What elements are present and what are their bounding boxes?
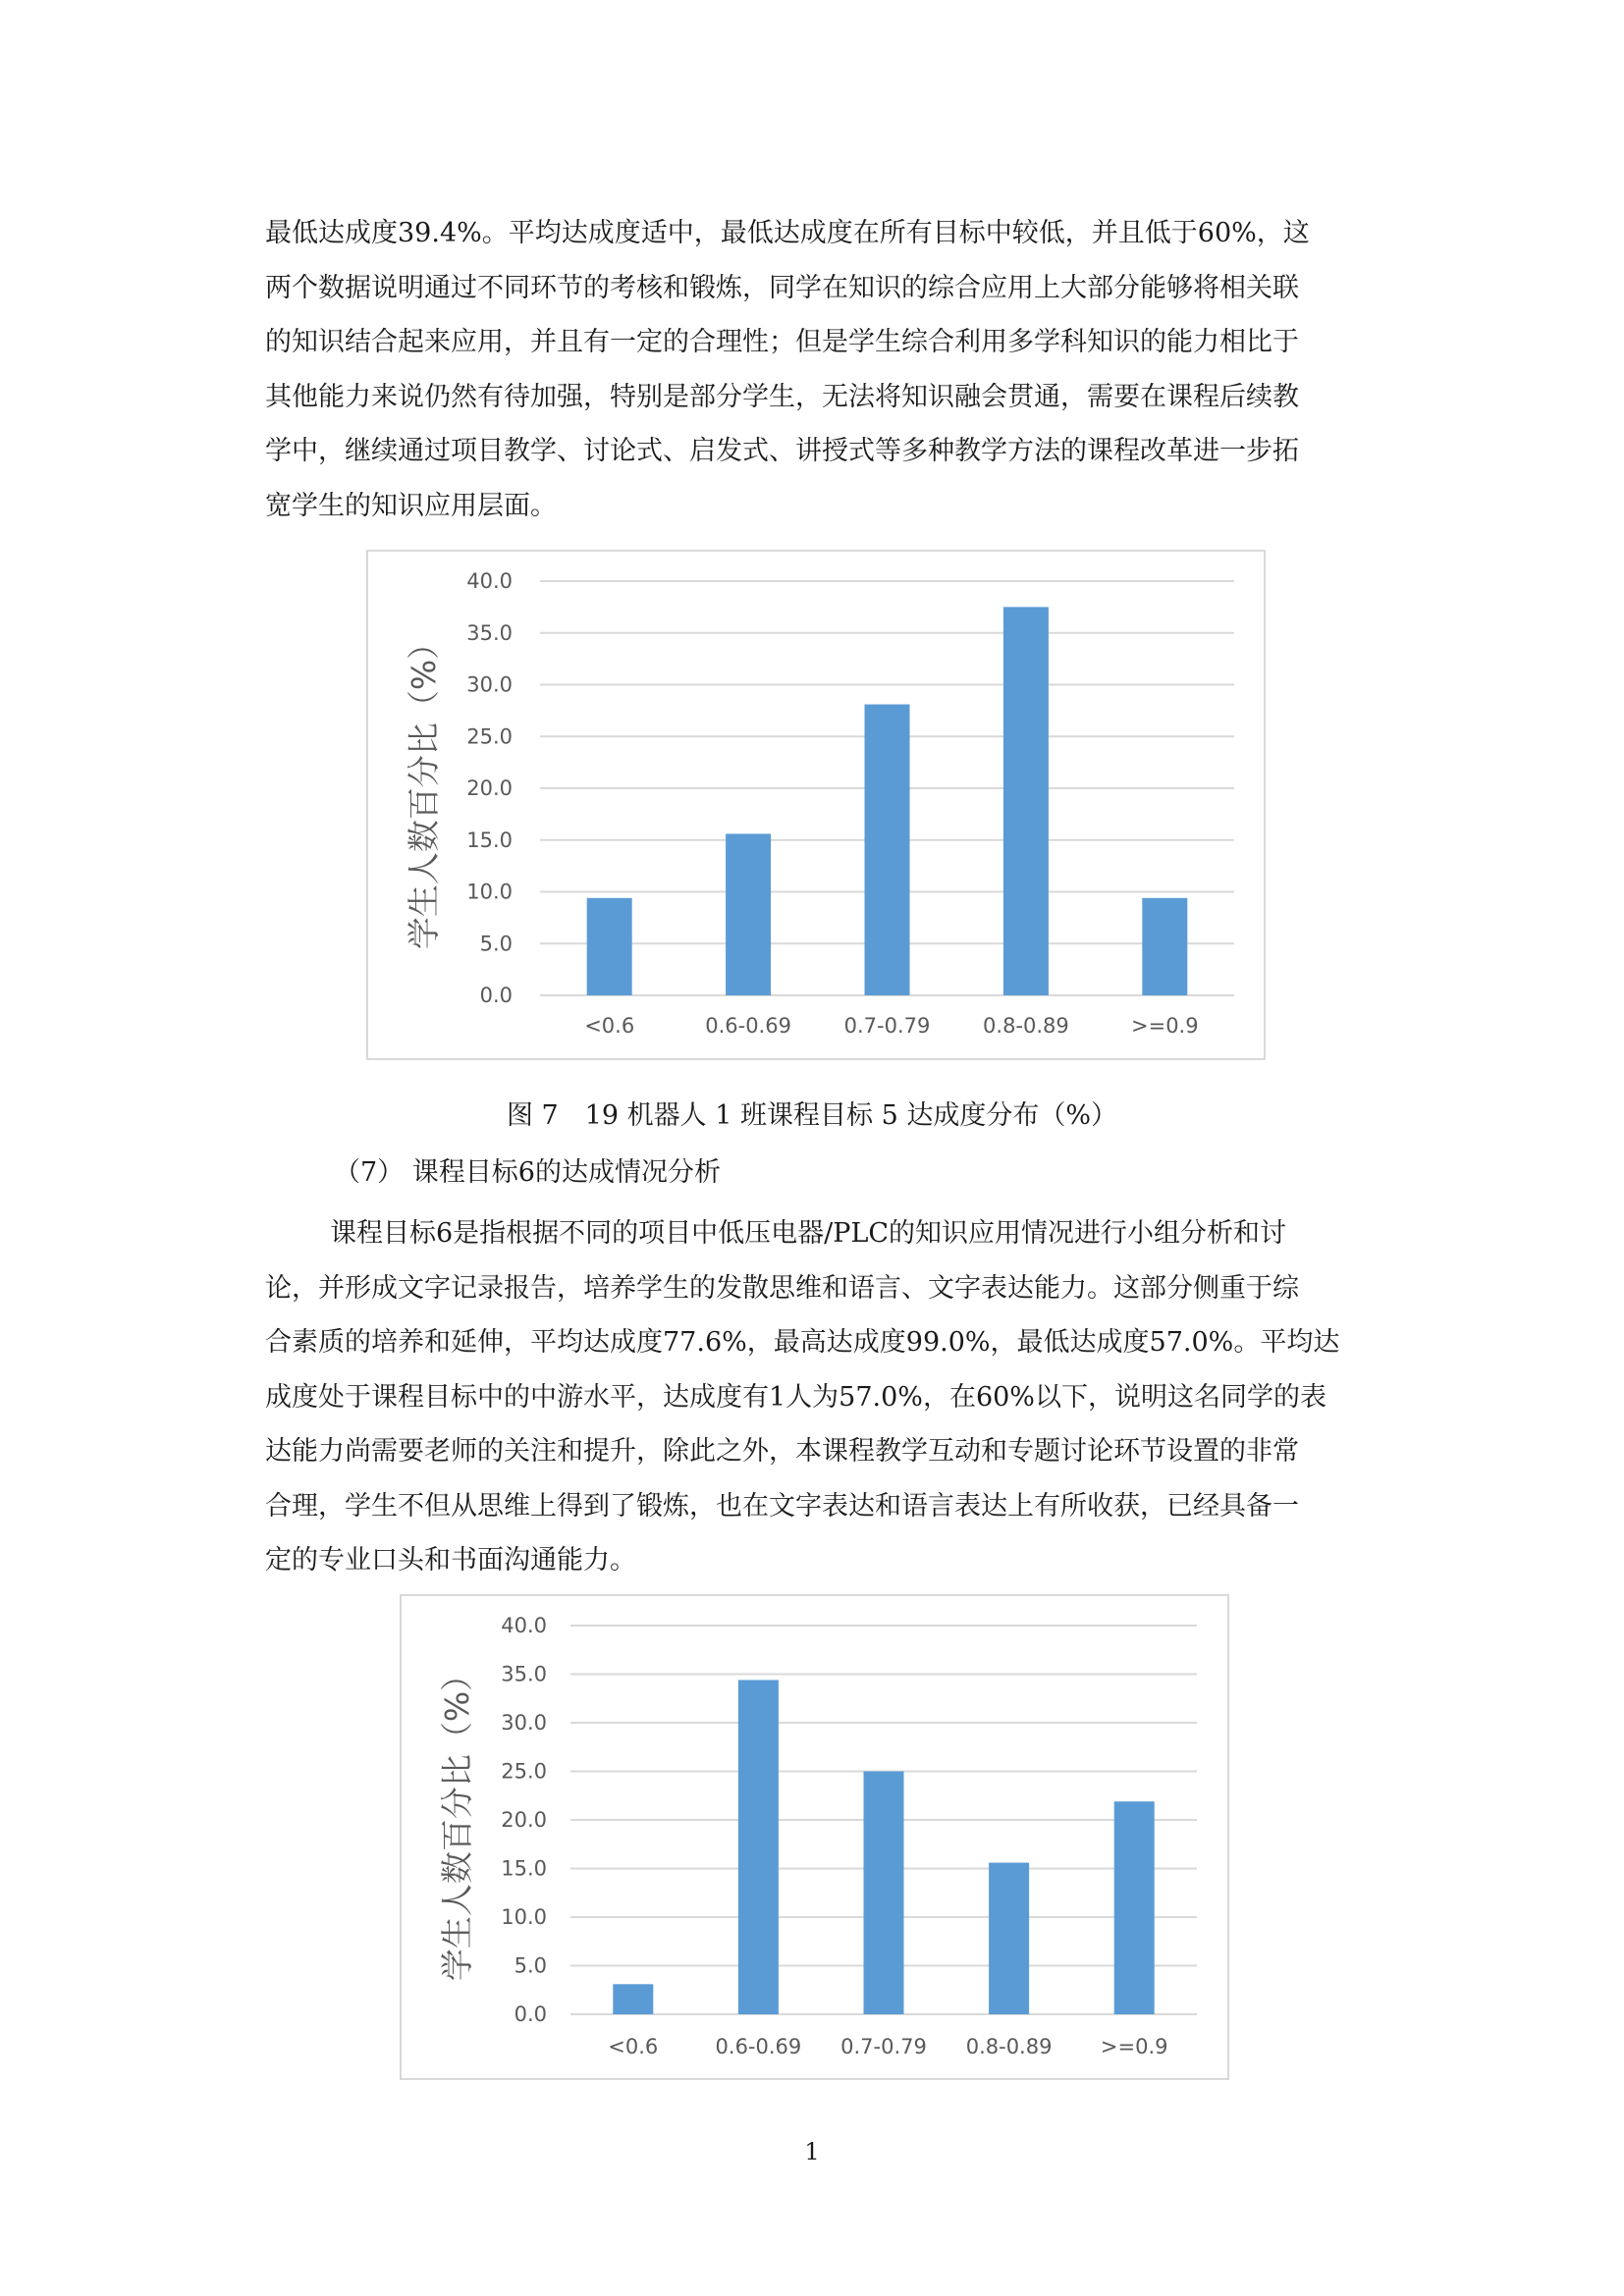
y-tick-label: 10.0 [466, 880, 513, 904]
paragraph-line: 其他能力来说仍然有待加强，特别是部分学生，无法将知识融会贯通，需要在课程后续教 [265, 381, 1299, 412]
paragraph-line: 学中，继续通过项目教学、讨论式、启发式、讲授式等多种教学方法的课程改革进一步拓 [265, 436, 1299, 466]
paragraph-2 [265, 1206, 1382, 1588]
paragraph-line: 课程目标6是指根据不同的项目中低压电器/PLC的知识应用情况进行小组分析和讨 [330, 1218, 1287, 1249]
y-tick-label: 35.0 [466, 620, 513, 645]
x-tick-label: >=0.9 [1100, 2035, 1168, 2058]
bar [989, 1863, 1029, 2014]
y-axis-label: 学生人数百分比（%） [405, 626, 443, 950]
y-tick-label: 40.0 [466, 569, 513, 593]
x-tick-label: <0.6 [608, 2035, 659, 2058]
x-tick-label: <0.6 [584, 1014, 635, 1038]
bar [865, 705, 910, 995]
figure-8-chart [400, 1594, 1229, 2080]
paragraph-line: 论，并形成文字记录报告，培养学生的发散思维和语言、文字表达能力。这部分侧重于综 [265, 1272, 1299, 1304]
x-tick-label: 0.6-0.69 [715, 2035, 802, 2058]
paragraph-line: 宽学生的知识应用层面。 [265, 490, 557, 521]
paragraph-line: 成度处于课程目标中的中游水平，达成度有1人为57.0%，在60%以下，说明这名同学的表 [265, 1381, 1326, 1413]
x-tick-label: 0.6-0.69 [705, 1014, 791, 1038]
bar [613, 1984, 653, 2014]
x-tick-label: 0.8-0.89 [983, 1014, 1069, 1038]
y-tick-label: 25.0 [501, 1759, 547, 1784]
y-tick-label: 40.0 [501, 1614, 547, 1637]
paragraph-line: 最低达成度39.4%。平均达成度适中，最低达成度在所有目标中较低，并且低于60%，这 [265, 218, 1310, 248]
y-tick-label: 30.0 [501, 1711, 547, 1735]
bar [1142, 898, 1187, 995]
paragraph-line: 的知识结合起来应用，并且有一定的合理性；但是学生综合利用多学科知识的能力相比于 [265, 327, 1299, 357]
y-tick-label: 10.0 [501, 1905, 547, 1929]
bar [738, 1680, 779, 2014]
bar [726, 833, 771, 995]
paragraph-line: 合素质的培养和延伸，平均达成度77.6%，最高达成度99.0%，最低达成度57.0%。平均达 [265, 1327, 1340, 1358]
y-tick-label: 0.0 [479, 984, 513, 1007]
x-tick-label: 0.7-0.79 [843, 1014, 931, 1038]
y-tick-label: 0.0 [514, 2002, 547, 2026]
paragraph-line: 定的专业口头和书面沟通能力。 [265, 1545, 636, 1575]
x-tick-label: >=0.9 [1131, 1014, 1199, 1038]
page-number: 1 [804, 2138, 820, 2165]
figure-8-chart-svg [402, 1596, 1227, 2078]
bar [864, 1772, 904, 2015]
paragraph-line: 两个数据说明通过不同环节的考核和锻炼，同学在知识的综合应用上大部分能够将相关联 [265, 272, 1299, 303]
x-tick-label: 0.7-0.79 [840, 2035, 927, 2058]
section-heading: （7） 课程目标6的达成情况分析 [334, 1157, 721, 1188]
figure-7-chart-svg [368, 552, 1264, 1058]
y-tick-label: 20.0 [466, 776, 513, 800]
y-axis-label: 学生人数百分比（%） [438, 1658, 476, 1982]
paragraph-1 [265, 206, 1382, 533]
bar [1003, 607, 1049, 995]
y-tick-label: 30.0 [466, 672, 513, 697]
figure-7-chart [366, 550, 1266, 1060]
y-tick-label: 5.0 [479, 932, 513, 956]
bar [587, 898, 632, 995]
y-tick-label: 25.0 [466, 724, 513, 749]
y-tick-label: 5.0 [514, 1953, 547, 1978]
figure-7-caption: 图 7 19 机器人 1 班课程目标 5 达成度分布（%） [506, 1100, 1118, 1131]
y-tick-label: 35.0 [501, 1662, 547, 1686]
y-tick-label: 15.0 [466, 828, 513, 852]
bar [1114, 1801, 1155, 2014]
y-tick-label: 15.0 [501, 1856, 547, 1881]
paragraph-line: 达能力尚需要老师的关注和提升，除此之外，本课程教学互动和专题讨论环节设置的非常 [265, 1436, 1299, 1467]
x-tick-label: 0.8-0.89 [965, 2035, 1053, 2058]
y-tick-label: 20.0 [501, 1808, 547, 1832]
paragraph-line: 合理，学生不但从思维上得到了锻炼，也在文字表达和语言表达上有所收获，已经具备一 [265, 1490, 1299, 1522]
